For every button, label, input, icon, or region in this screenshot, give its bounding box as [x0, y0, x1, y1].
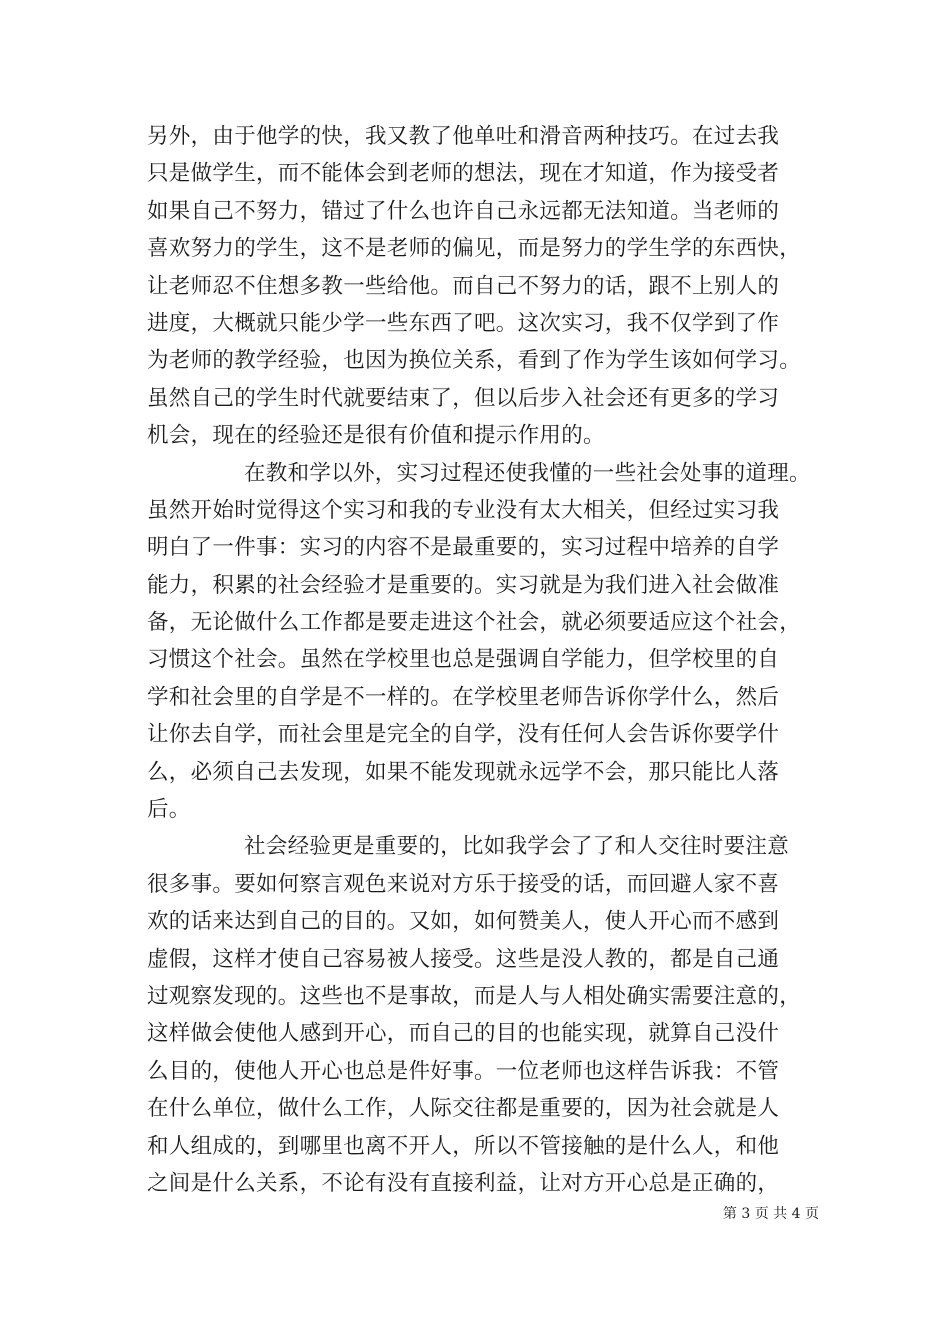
paragraph-start-line: 在教和学以外，实习过程还使我懂的一些社会处事的道理。: [244, 460, 811, 486]
text-line: 虽然开始时觉得这个实习和我的专业没有太大相关，但经过实习我: [147, 497, 780, 523]
text-line: 习惯这个社会。虽然在学校里也总是强调自学能力，但学校里的自: [147, 647, 780, 673]
text-line: 在什么单位，做什么工作，人际交往都是重要的，因为社会就是人: [147, 1096, 780, 1122]
text-line: 之间是什么关系，不论有没有直接利益，让对方开心总是正确的，: [147, 1170, 780, 1196]
page-number: 第 3 页 共 4 页: [722, 1206, 819, 1222]
text-line: 进度，大概就只能少学一些东西了吧。这次实习，我不仅学到了作: [147, 310, 780, 336]
text-line: 么，必须自己去发现，如果不能发现就永远学不会，那只能比人落: [147, 759, 780, 785]
text-line: 另外，由于他学的快，我又教了他单吐和滑音两种技巧。在过去我: [147, 124, 780, 149]
text-line: 欢的话来达到自己的目的。又如，如何赞美人，使人开心而不感到: [147, 909, 780, 935]
text-line: 机会，现在的经验还是很有价值和提示作用的。: [147, 423, 605, 449]
text-line: 备，无论做什么工作都是要走进这个社会，就必须要适应这个社会，: [147, 610, 802, 636]
text-line: 和人组成的，到哪里也离不开人，所以不管接触的是什么人，和他: [147, 1133, 780, 1159]
text-line: 为老师的教学经验，也因为换位关系，看到了作为学生该如何学习。: [147, 348, 802, 374]
text-line: 让老师忍不住想多教一些给他。而自己不努力的话，跟不上别人的: [147, 273, 780, 299]
text-line: 么目的，使他人开心也总是件好事。一位老师也这样告诉我：不管: [147, 1058, 780, 1084]
paragraph-start-line: 社会经验更是重要的，比如我学会了了和人交往时要注意: [244, 834, 790, 860]
text-line: 后。: [147, 797, 191, 823]
text-line: 虚假，这样才使自己容易被人接受。这些是没人教的，都是自己通: [147, 946, 780, 972]
text-line: 很多事。要如何察言观色来说对方乐于接受的话，而回避人家不喜: [147, 871, 780, 897]
text-line: 学和社会里的自学是不一样的。在学校里老师告诉你学什么，然后: [147, 684, 780, 710]
text-line: 明白了一件事：实习的内容不是最重要的，实习过程中培养的自学: [147, 535, 780, 561]
text-line: 虽然自己的学生时代就要结束了，但以后步入社会还有更多的学习: [147, 385, 780, 411]
text-line: 只是做学生，而不能体会到老师的想法，现在才知道，作为接受者: [147, 161, 780, 187]
text-line: 能力，积累的社会经验才是重要的。实习就是为我们进入社会做准: [147, 572, 780, 598]
body-text: [147, 118, 819, 1202]
text-line: 喜欢努力的学生，这不是老师的偏见，而是努力的学生学的东西快，: [147, 236, 802, 262]
text-line: 如果自己不努力，错过了什么也许自己永远都无法知道。当老师的: [147, 198, 780, 224]
text-line: 让你去自学，而社会里是完全的自学，没有任何人会告诉你要学什: [147, 722, 780, 748]
text-line: 这样做会使他人感到开心，而自己的目的也能实现，就算自己没什: [147, 1021, 780, 1047]
text-line: 过观察发现的。这些也不是事故，而是人与人相处确实需要注意的，: [147, 983, 802, 1009]
